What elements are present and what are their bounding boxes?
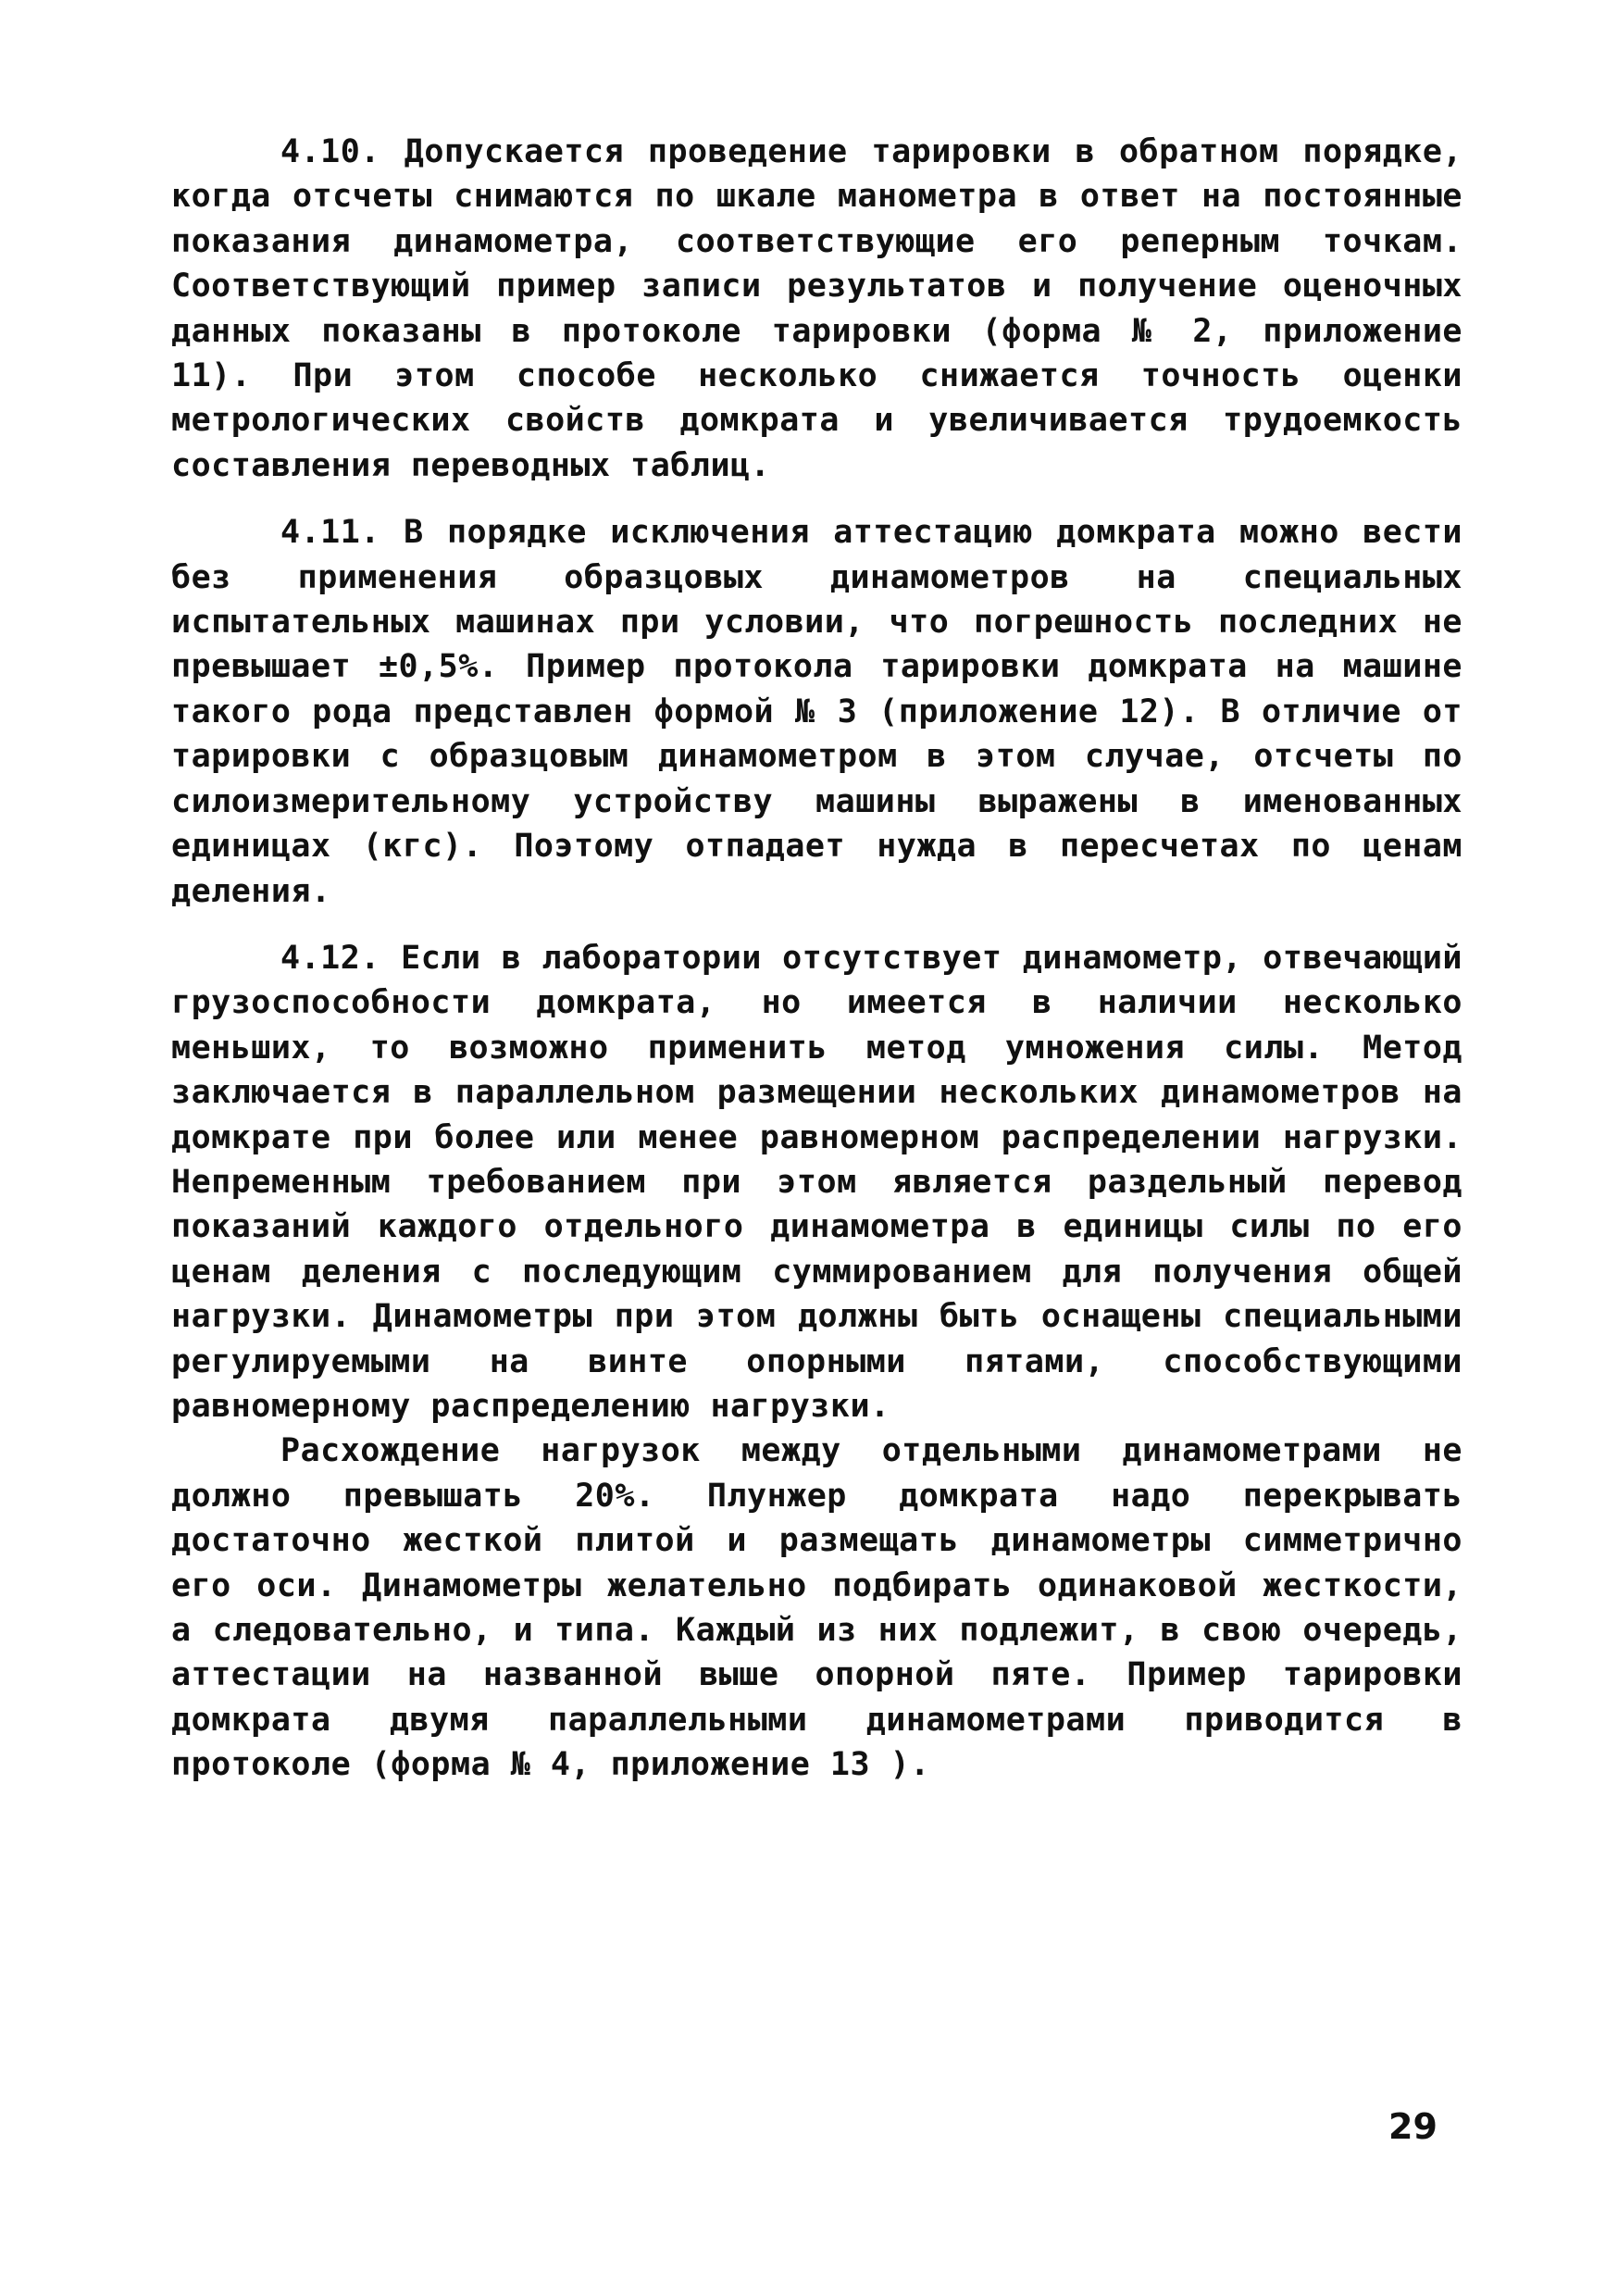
paragraph-4-11: [171, 510, 1462, 914]
page-number: 29: [1388, 2106, 1438, 2147]
paragraph-text: Расхождение нагрузок между отдельными динамометрами не должно превышать 20%. Плунжер домкрата надо перекрывать достаточно жесткой плитой и размещать динамометры симметрично его оси. Динамометры желательно подбирать одинаковой жесткости, а следовательно, и типа. Каждый из них подлежит, в свою очередь, аттестации на названной выше опорной пяте. Пример тарировки домкрата двумя параллельными динамометрами приводится в протоколе (форма № 4, приложение 13 ).: [171, 1432, 1462, 1784]
paragraph-4-10: [171, 130, 1462, 488]
paragraph-4-12: [171, 936, 1462, 1429]
section-number: 4.10.: [280, 133, 380, 170]
section-number: 4.11.: [280, 514, 380, 552]
body-text: [171, 130, 1462, 1788]
paragraph-text: В порядке исключения аттестацию домкрата можно вести без применения образцовых динамометров на специальных испытательных машинах при условии, что погрешность последних не превышает ±0,5%. Пример протокола тарировки домкрата на машине такого рода представлен формой № 3 (приложение 12). В отличие от тарировки с образцовым динамометром в этом случае, отсчеты по силоизмерительному устройству машины выражены в именованных единицах (кгс). Поэтому отпадает нужда в пересчетах по ценам деления.: [171, 514, 1462, 910]
paragraph-text: Допускается проведение тарировки в обратном порядке, когда отсчеты снимаются по шкале манометра в ответ на постоянные показания динамометра, соответствующие его реперным точкам. Соответствующий пример записи результатов и получение оценочных данных показаны в протоколе тарировки (форма № 2, приложение 11). При этом способе несколько снижается точность оценки метрологических свойств домкрата и увеличивается трудоемкость составления переводных таблиц.: [171, 133, 1463, 484]
paragraph-text: Если в лаборатории отсутствует динамометр, отвечающий грузоспособности домкрата, но имеется в наличии несколько меньших, то возможно применить метод умножения силы. Метод заключается в параллельном размещении нескольких динамометров на домкрате при более или менее равномерном распределении нагрузки. Непременным требованием при этом является раздельный перевод показаний каждого отдельного динамометра в единицы силы по его ценам деления с последующим суммированием для получения общей нагрузки. Динамометры при этом должны быть оснащены специальными регулируемыми на винте опорными пятами, способствующими равномерному распределению нагрузки.: [171, 939, 1462, 1425]
section-number: 4.12.: [280, 939, 380, 977]
paragraph-4-12-continued: [171, 1429, 1462, 1787]
